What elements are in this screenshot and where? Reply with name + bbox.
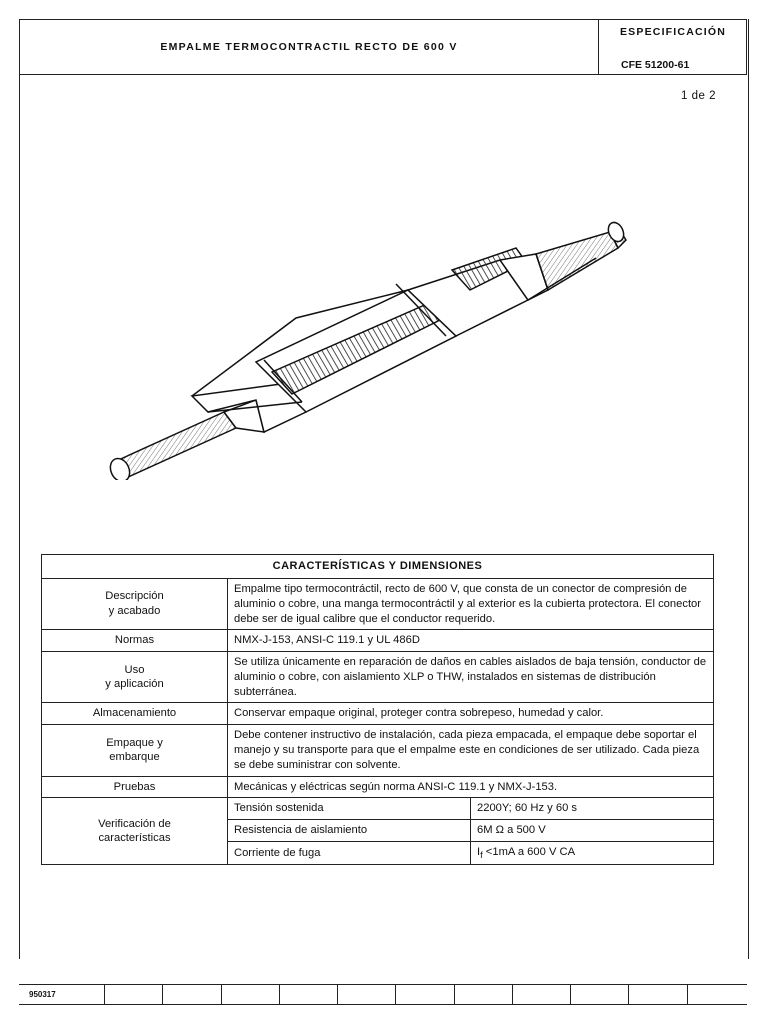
page-number: 1 de 2 (681, 90, 716, 102)
table-row (42, 776, 714, 798)
footer-code: 950317 (29, 990, 56, 999)
test-value: $I_f <1mA$ a 600 V CA (471, 841, 714, 865)
footer-cell (162, 985, 220, 1004)
table-row (42, 725, 714, 776)
characteristics-table (41, 554, 714, 865)
row-label-line: Empaque y (106, 736, 163, 749)
row-label (42, 703, 228, 725)
row-value: NMX-J-153, ANSI-C 119.1 y UL 486D (228, 630, 714, 652)
row-value: Empalme tipo termocontráctil, recto de 600 V, que consta de un conector de compresión de aluminio o cobre, una manga termocontráctil y al exterior es la cubierta protectora. El conector debe ser de igual calibre que el conductor requerido. (228, 579, 714, 630)
document-title: EMPALME TERMOCONTRACTIL RECTO DE 600 V (160, 41, 458, 53)
table-row (42, 630, 714, 652)
footer-cell (687, 985, 747, 1004)
row-label (42, 652, 228, 703)
test-value: 6M Ω a 500 V (471, 820, 714, 842)
row-label-line: y acabado (108, 605, 161, 618)
row-label-line: Descripción (105, 590, 164, 603)
verification-label-line: Verificación de (98, 817, 171, 830)
footer-cell (454, 985, 512, 1004)
row-label-line: Pruebas (113, 780, 156, 793)
test-name: Tensión sostenida (228, 798, 471, 820)
verification-label (42, 798, 228, 865)
table-row (42, 652, 714, 703)
row-label (42, 776, 228, 798)
verification-label-line: características (98, 832, 171, 845)
verification-row (42, 798, 714, 820)
footer-cell (104, 985, 162, 1004)
document-header (19, 19, 747, 75)
row-label-line: embarque (109, 751, 160, 764)
row-value: Se utiliza únicamente en reparación de daños en cables aislados de baja tensión, conductor de aluminio o cobre, con aislamiento XLP o THW, instalados en sistemas de distribución subterránea. (228, 652, 714, 703)
specification-label: ESPECIFICACIÓN (619, 26, 727, 38)
row-label (42, 725, 228, 776)
row-value: Conservar empaque original, proteger contra sobrepeso, humedad y calor. (228, 703, 714, 725)
row-label-line: Normas (114, 634, 155, 647)
row-label-line: Uso (124, 663, 145, 676)
row-value: Mecánicas y eléctricas según norma ANSI-C 119.1 y NMX-J-153. (228, 776, 714, 798)
specification-box (598, 20, 747, 74)
specification-code: CFE 51200-61 (621, 59, 690, 71)
row-label-line: y aplicación (105, 678, 164, 691)
footer-cell (570, 985, 628, 1004)
footer-cell (628, 985, 686, 1004)
row-label-line: Almacenamiento (92, 707, 177, 720)
footer-bar (19, 984, 747, 1005)
test-name: Corriente de fuga (228, 841, 471, 865)
test-name: Resistencia de aislamiento (228, 820, 471, 842)
footer-cell (512, 985, 570, 1004)
footer-cell (221, 985, 279, 1004)
table-row (42, 579, 714, 630)
row-label (42, 630, 228, 652)
table-caption: CARACTERÍSTICAS Y DIMENSIONES (42, 555, 714, 579)
footer-cell (337, 985, 395, 1004)
heat-shrink-splice-drawing-icon (96, 150, 652, 480)
test-value: 2200Y; 60 Hz y 60 s (471, 798, 714, 820)
row-label (42, 579, 228, 630)
row-value: Debe contener instructivo de instalación, cada pieza empacada, el empaque debe soportar el manejo y su transporte para que el empalme este en condiciones de ser utilizado. Cada pieza se debe suministrar con solvente. (228, 725, 714, 776)
table-caption-row (42, 555, 714, 579)
footer-cell (279, 985, 337, 1004)
table-row (42, 703, 714, 725)
footer-cell (395, 985, 453, 1004)
